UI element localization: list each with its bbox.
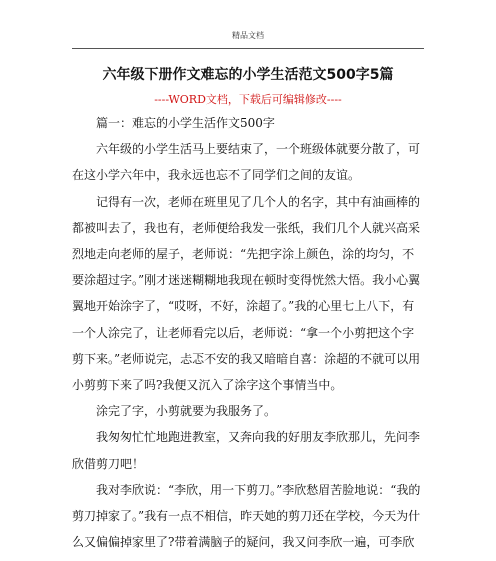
document-body bbox=[72, 64, 424, 555]
paragraph: 我匆匆忙忙地跑进教室，又奔向我的好朋友李欣那儿，先问李欣借剪刀吧！ bbox=[72, 430, 421, 471]
section-title: 篇一：难忘的小学生活作文500字 bbox=[96, 116, 275, 130]
page-header bbox=[72, 30, 424, 49]
download-notice: ----WORD文档，下载后可编辑修改---- bbox=[154, 93, 342, 106]
paragraph: 涂完了字，小剪就要为我服务了。 bbox=[96, 404, 277, 419]
header-label: 精品文档 bbox=[232, 31, 264, 40]
paragraph: 六年级的小学生活马上要结束了，一个班级体就要分散了，可在这小学六年中，我永远也忘不了同学们之间的友谊。 bbox=[72, 142, 421, 183]
document-title: 六年级下册作文难忘的小学生活范文500字5篇 bbox=[102, 67, 394, 83]
paragraph: 记得有一次，老师在班里见了几个人的名字，其中有油画棒的都被叫去了，我也有，老师便给我发一张纸，我们几个人就兴高采烈地走向老师的屋子，老师说：“先把字涂上颜色，涂的均匀，不要涂超过字。”刚才迷迷糊糊地我现在顿时变得恍然大悟。我小心翼翼地开始涂字了，“哎呀，不好，涂超了。”我的心里七上八下，有一个人涂完了，让老师看完以后，老师说：“拿一个小剪把这个字剪下来。”老师说完，忐忑不安的我又暗暗自喜：涂超的不就可以用小剪剪下来了吗?我便又沉入了涂字这个事情当中。 bbox=[72, 194, 421, 393]
paragraph: 我对李欣说：“李欣，用一下剪刀。”李欣愁眉苦脸地说：“我的剪刀掉家了。”我有一点不相信，昨天她的剪刀还在学校，今天为什么又偏偏掉家里了?带着满脑子的疑问，我又问李欣一遍，可李欣 bbox=[72, 482, 421, 550]
